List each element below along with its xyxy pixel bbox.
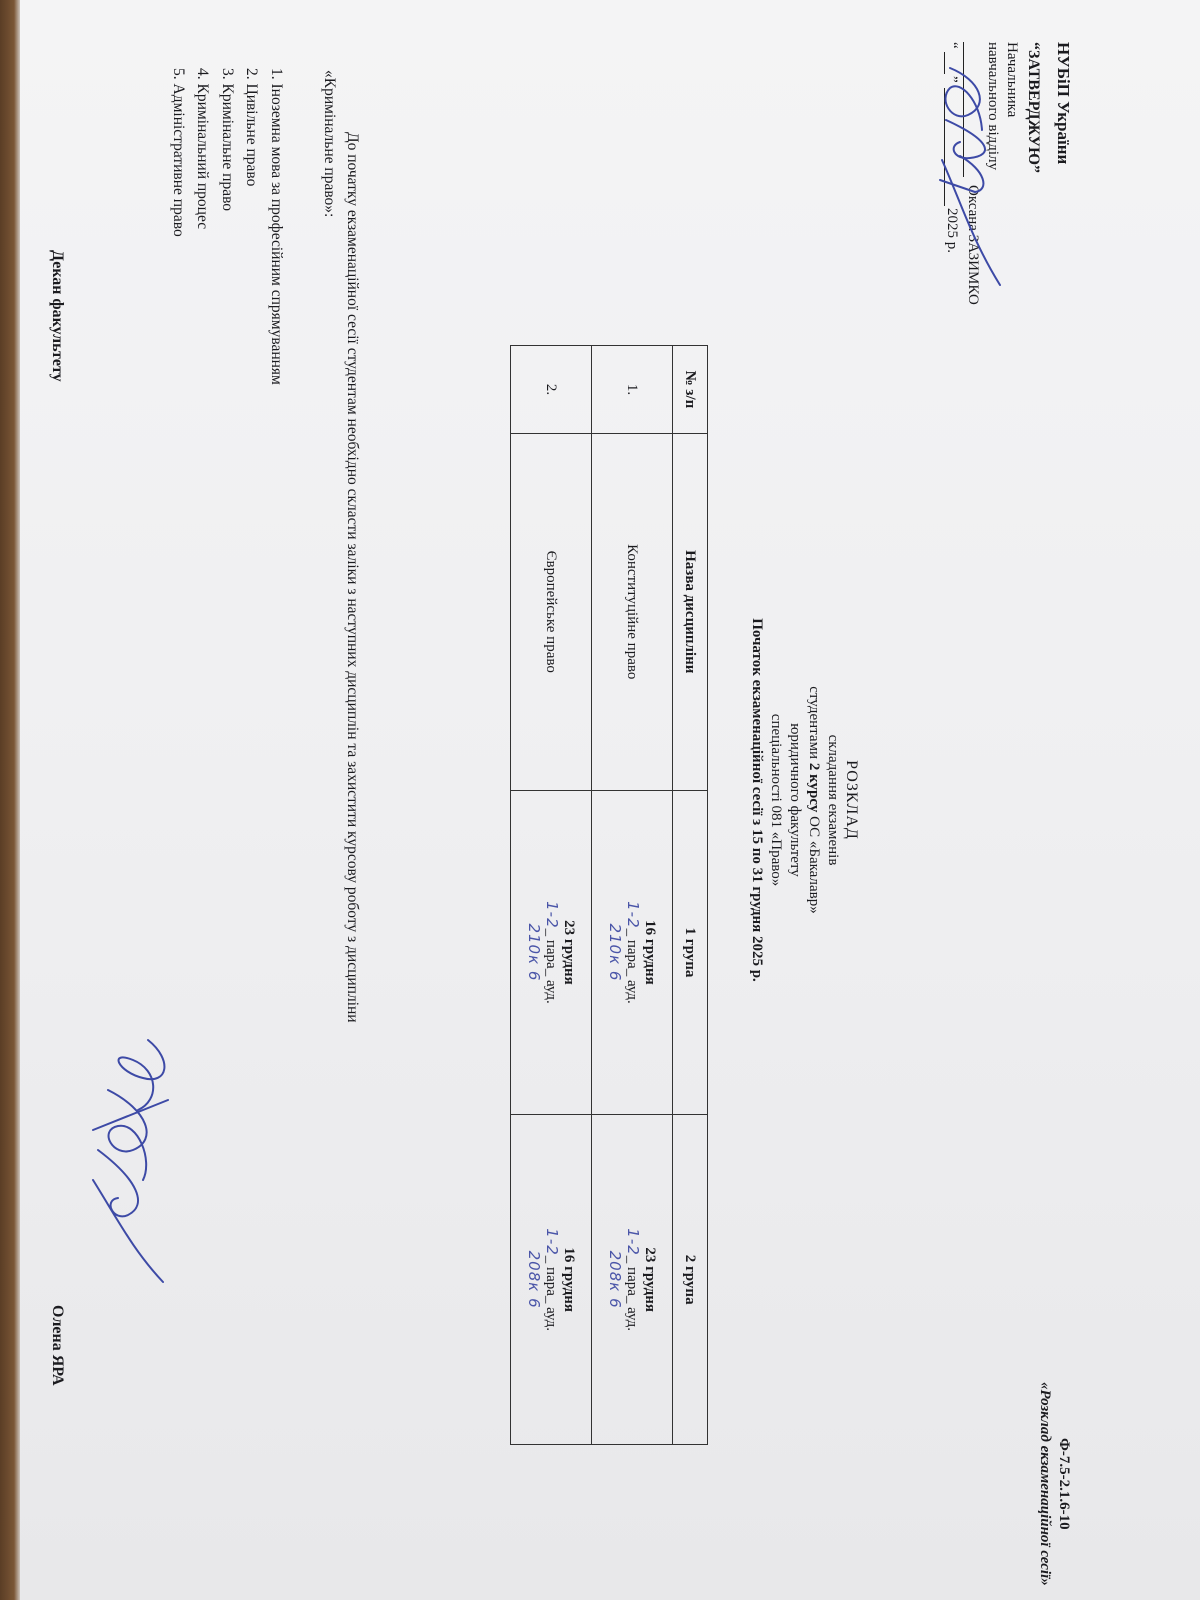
slot-room-handwritten: 208к 6 [525, 1250, 543, 1309]
approval-line1: Начальника [1004, 42, 1020, 118]
list-item: 5. Адміністративне право [170, 68, 187, 237]
approval-label: “ЗАТВЕРДЖУЮ” [1025, 42, 1042, 174]
title-heading: РОЗКЛАД [843, 760, 860, 840]
slot-pair-handwritten: 1-2 [543, 901, 561, 929]
slot-pair-handwritten: 1-2 [624, 1228, 642, 1256]
title-line2: студентами 2 курсу ОС «Бакалавр» [806, 686, 822, 914]
row-num: 2. [511, 346, 592, 434]
slot-pair-text: пара_ ауд. [543, 939, 559, 1004]
session-note: До початку екзаменаційної сесії студентам необхідно скласти заліки з наступних дисциплін та захистити курсову роботу з дисципліни [344, 132, 361, 1023]
form-code: Ф-7.5-2.1.6-10 [1056, 1438, 1072, 1530]
list-item: 3. Кримінальне право [219, 68, 236, 212]
exam-schedule-table [510, 345, 708, 1445]
slot-pair-text: пара_ ауд. [624, 939, 640, 1004]
credit-disciplines-list [166, 68, 289, 385]
approval-year: 2025 р. [944, 208, 960, 253]
slot-pair-text: пара_ ауд. [624, 1267, 640, 1331]
dean-name: Олена ЯРА [49, 1305, 66, 1386]
slot-date: 23 грудня [642, 1247, 658, 1312]
org-name: НУБіП України [1054, 42, 1073, 165]
header-group1: 1 група [673, 790, 708, 1115]
slot-pair-handwritten: 1-2 [543, 1228, 561, 1256]
title-line5: Початок екзаменаційної сесії з 15 по 31 грудня 2025 р. [749, 618, 765, 982]
slot-room-handwritten: 210к 6 [606, 923, 624, 982]
slot-date: 16 грудня [642, 920, 658, 985]
form-name: «Розклад екзаменаційної сесії» [1037, 1382, 1053, 1586]
approval-date-close: ” [944, 76, 960, 83]
approver-signature [920, 60, 1020, 290]
row-subject: Європейське право [511, 433, 592, 790]
table-row [511, 346, 592, 1445]
approval-date-open: “ [944, 42, 960, 49]
title-line4: спеціальності 081 «Право» [768, 713, 784, 887]
table-row [592, 346, 673, 1445]
slot-pair-handwritten: 1-2 [624, 901, 642, 929]
group1-slot: 16 грудня 1-2_ пара_ ауд. 210к 6 [592, 790, 673, 1115]
row-num: 1. [592, 346, 673, 434]
title-line3: юридичного факультету [787, 723, 803, 877]
approval-line2: навчального відділу [985, 42, 1001, 171]
group1-slot: 23 грудня 1-2_ пара_ ауд. 210к 6 [511, 790, 592, 1115]
header-group2: 2 група [673, 1115, 708, 1445]
title-line1: складання екзаменів [825, 734, 841, 866]
dean-label: Декан факультету [49, 250, 66, 382]
header-subject: Назва дисципліни [673, 433, 708, 790]
slot-date: 16 грудня [561, 1247, 577, 1312]
header-num: № з/п [673, 346, 708, 434]
row-subject: Конституційне право [592, 433, 673, 790]
dean-signature [78, 1030, 188, 1290]
session-note-line2: «Кримінальне право»: [321, 70, 338, 218]
group2-slot: 23 грудня 1-2_ пара_ ауд. 208к 6 [592, 1115, 673, 1445]
group2-slot: 16 грудня 1-2_ пара_ ауд. 208к 6 [511, 1115, 592, 1445]
table-header-row [673, 346, 708, 1445]
list-item: 2. Цивільне право [243, 68, 261, 187]
slot-date: 23 грудня [561, 920, 577, 985]
approver-name: Оксана ЗАЗИМКО [965, 185, 981, 305]
slot-room-handwritten: 208к 6 [606, 1250, 624, 1309]
slot-pair-text: пара_ ауд. [543, 1267, 559, 1331]
list-item: 4. Кримінальний процес [194, 68, 212, 230]
slot-room-handwritten: 210к 6 [525, 923, 543, 982]
list-item: 1. Іноземна мова за професійним спрямуванням [268, 68, 285, 385]
title-block [747, 0, 861, 1600]
